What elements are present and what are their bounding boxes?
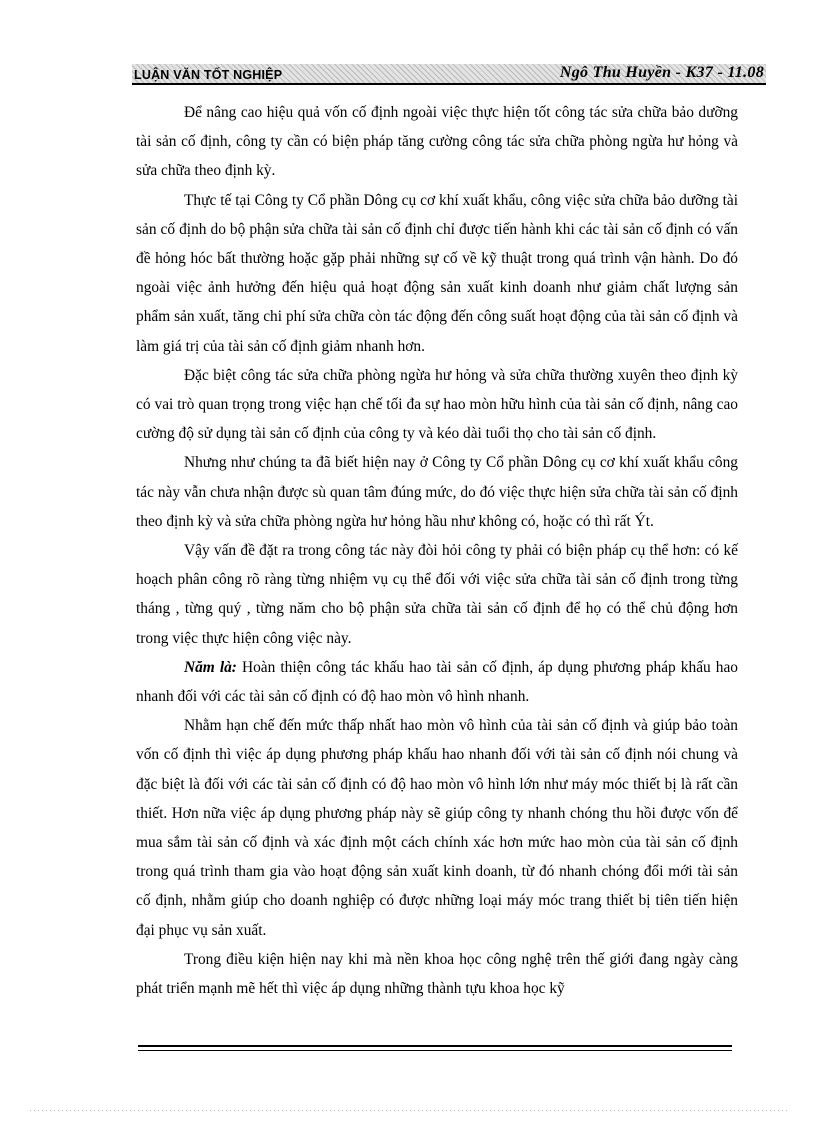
- header-rule: [132, 83, 766, 85]
- paragraph-8: Trong điều kiện hiện nay khi mà nền khoa học công nghệ trên thế giới đang ngày càng phát triển mạnh mẽ hết thì việc áp dụng những thành tựu khoa học kỹ: [136, 950, 738, 998]
- header-thesis-title: LUẬN VĂN TỐT NGHIỆP: [134, 68, 283, 82]
- paragraph-6: [136, 653, 738, 711]
- page-body: [136, 98, 738, 1003]
- paragraph-5: Vậy vấn đề đặt ra trong công tác này đòi hỏi công ty phải có biện pháp cụ thể hơn: có kế hoạch phân công rõ ràng từng nhiệm vụ cụ thể đối với việc sửa chữa tài sản cố định trong từng tháng , từng quý , từng năm cho bộ phận sửa chữa tài sản cố định để họ có thể chủ động hơn trong việc thực hiện công việc này.: [136, 542, 738, 647]
- paragraph-4: Nhưng như chúng ta đã biết hiện nay ở Công ty Cổ phần Dông cụ cơ khí xuất khẩu công tác này vẫn chưa nhận được sù quan tâm đúng mức, do đó việc thực hiện sửa chữa tài sản cố định theo định kỳ và sửa chữa phòng ngừa hư hỏng hầu như không có, hoặc có thì rất Ýt.: [136, 454, 738, 530]
- paragraph-2: Thực tế tại Công ty Cổ phần Dông cụ cơ khí xuất khẩu, công việc sửa chữa bảo dưỡng tài sản cố định do bộ phận sửa chữa tài sản cố định chỉ được tiến hành khi các tài sản cố định có vấn đề hỏng hóc bất thường hoặc gặp phải những sự cố về kỹ thuật trong quá trình vận hành. Do đó ngoài việc ảnh hưởng đến hiệu quả hoạt động sản xuất kinh doanh như giảm chất lượng sản phẩm sản xuất, tăng chi phí sửa chữa còn tác động đến công suất hoạt động của tài sản cố định và làm giá trị của tài sản cố định giảm nhanh hơn.: [136, 191, 738, 355]
- page-bottom-dotted-line: [30, 1110, 790, 1111]
- footer-rule-thin: [138, 1050, 732, 1051]
- paragraph-6-text: Hoàn thiện công tác khấu hao tài sản cố định, áp dụng phương pháp khấu hao nhanh đối với các tài sản cố định có độ hao mòn vô hình nhanh.: [136, 658, 738, 706]
- header-author: Ngô Thu Huyền - K37 - 11.08: [559, 64, 764, 81]
- footer-rule-thick: [138, 1045, 732, 1047]
- paragraph-7: Nhằm hạn chế đến mức thấp nhất hao mòn vô hình của tài sản cố định và giúp bảo toàn vốn cố định thì việc áp dụng phương pháp khấu hao nhanh đối với tài sản cố định nói chung và đặc biệt là đối với các tài sản cố định có độ hao mòn vô hình lớn như máy móc thiết bị là rất cần thiết. Hơn nữa việc áp dụng phương pháp này sẽ giúp công ty nhanh chóng thu hồi được vốn để mua sắm tài sản cố định và xác định một cách chính xác hơn mức hao mòn của tài sản cố định trong quá trình tham gia vào hoạt động sản xuất kinh doanh, từ đó nhanh chóng đổi mới tài sản cố định, nhằm giúp cho doanh nghiệp có được những loại máy móc trang thiết bị tiên tiến hiện đại phục vụ sản xuất.: [136, 717, 738, 939]
- paragraph-1: Để nâng cao hiệu quả vốn cố định ngoài việc thực hiện tốt công tác sửa chữa bảo dưỡng tài sản cố định, công ty cần có biện pháp tăng cường công tác sửa chữa phòng ngừa hư hỏng và sửa chữa theo định kỳ.: [136, 104, 738, 180]
- page-header: [132, 64, 766, 86]
- paragraph-3: Đặc biệt công tác sửa chữa phòng ngừa hư hỏng và sửa chữa thường xuyên theo định kỳ có vai trò quan trọng trong việc hạn chế tối đa sự hao mòn hữu hình của tài sản cố định, nâng cao cường độ sử dụng tài sản cố định của công ty và kéo dài tuổi thọ cho tài sản cố định.: [136, 366, 738, 443]
- section-label: Năm là:: [184, 658, 237, 676]
